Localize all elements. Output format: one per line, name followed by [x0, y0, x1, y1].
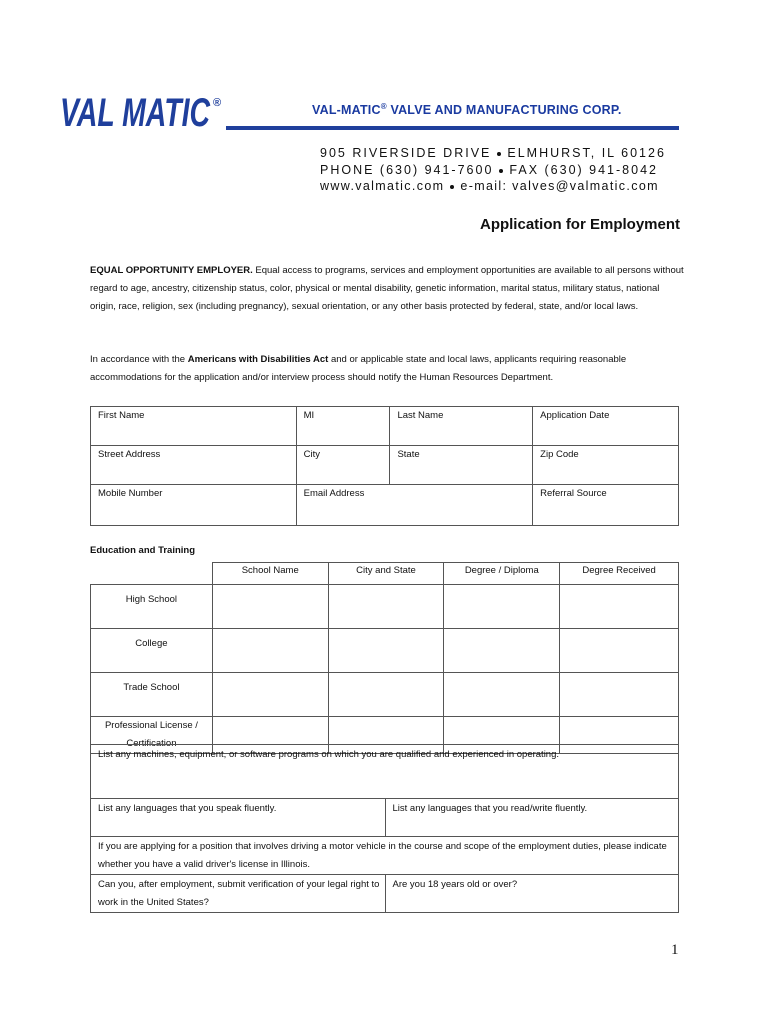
- input-cell[interactable]: [560, 673, 679, 717]
- input-cell[interactable]: [212, 585, 328, 629]
- mobile-number-field[interactable]: Mobile Number: [91, 485, 297, 526]
- application-date-field[interactable]: Application Date: [533, 407, 679, 446]
- column-header: City and State: [328, 563, 444, 585]
- company-logo: [58, 86, 226, 134]
- education-heading: Education and Training: [90, 545, 196, 556]
- input-cell[interactable]: [444, 585, 560, 629]
- referral-source-field[interactable]: Referral Source: [533, 485, 679, 526]
- qualifications-table: [90, 744, 679, 913]
- input-cell[interactable]: [328, 585, 444, 629]
- input-cell[interactable]: [444, 673, 560, 717]
- drivers-license-field[interactable]: If you are applying for a position that involves driving a motor vehicle in the course and scope of the employment duties, please indicate whether you have a valid driver's license in Illinois.: [91, 837, 679, 875]
- languages-speak-field[interactable]: List any languages that you speak fluently.: [91, 799, 386, 837]
- input-cell[interactable]: [328, 673, 444, 717]
- bullet-icon: [499, 169, 503, 173]
- row-label-high-school: High School: [91, 585, 213, 629]
- first-name-field[interactable]: First Name: [91, 407, 297, 446]
- column-header: School Name: [212, 563, 328, 585]
- company-name: VAL-MATIC® VALVE AND MANUFACTURING CORP.: [312, 102, 622, 117]
- input-cell[interactable]: [328, 629, 444, 673]
- row-label-trade-school: Trade School: [91, 673, 213, 717]
- input-cell[interactable]: [444, 629, 560, 673]
- languages-read-field[interactable]: List any languages that you read/write fluently.: [385, 799, 679, 837]
- input-cell[interactable]: [212, 673, 328, 717]
- mi-field[interactable]: MI: [296, 407, 390, 446]
- bullet-icon: [450, 185, 454, 189]
- svg-text:VAL MATIC: VAL MATIC: [60, 91, 211, 134]
- personal-info-table: [90, 406, 679, 526]
- street-address-field[interactable]: Street Address: [91, 446, 297, 485]
- row-label-college: College: [91, 629, 213, 673]
- input-cell[interactable]: [560, 585, 679, 629]
- state-field[interactable]: State: [390, 446, 533, 485]
- page-number: 1: [671, 942, 679, 958]
- last-name-field[interactable]: Last Name: [390, 407, 533, 446]
- eeo-statement: EQUAL OPPORTUNITY EMPLOYER. Equal access to programs, services and employment opportunities are available to all persons without regard to age, ancestry, citizenship status, color, physical or mental disability, genetic information, marital status, military status, national origin, race, religion, sex (including pregnancy), sexual orientation, or any other basis protected by federal, state, and/or local laws.: [90, 265, 684, 312]
- zip-code-field[interactable]: Zip Code: [533, 446, 679, 485]
- header-rule: [226, 126, 679, 130]
- row-label-license: Professional License / Certification: [91, 717, 213, 754]
- education-table: [90, 562, 679, 754]
- column-header: Degree / Diploma: [444, 563, 560, 585]
- education-corner-cell: [91, 563, 213, 585]
- page-title: Application for Employment: [479, 216, 680, 233]
- email-link[interactable]: e-mail: valves@valmatic.com: [460, 179, 659, 193]
- column-header: Degree Received: [560, 563, 679, 585]
- ada-statement: In accordance with the Americans with Disabilities Act and or applicable state and local laws, applicants requiring reasonable accommodations for the application and/or interview process should notify the Human Resources Department.: [90, 354, 627, 383]
- machines-field[interactable]: List any machines, equipment, or software programs on which you are qualified and experienced in operating.: [91, 745, 679, 799]
- input-cell[interactable]: [560, 629, 679, 673]
- work-verification-field[interactable]: Can you, after employment, submit verification of your legal right to work in the United States?: [91, 875, 386, 913]
- age-field[interactable]: Are you 18 years old or over?: [385, 875, 679, 913]
- input-cell[interactable]: [212, 629, 328, 673]
- svg-text:®: ®: [213, 97, 222, 109]
- phone-line: PHONE (630) 941-7600 FAX (630) 941-8042: [320, 163, 658, 177]
- address-line: 905 RIVERSIDE DRIVE ELMHURST, IL 60126: [320, 146, 666, 160]
- website-link[interactable]: www.valmatic.com: [320, 179, 445, 193]
- contact-line: [320, 179, 659, 193]
- email-address-field[interactable]: Email Address: [296, 485, 533, 526]
- city-field[interactable]: City: [296, 446, 390, 485]
- bullet-icon: [497, 152, 501, 156]
